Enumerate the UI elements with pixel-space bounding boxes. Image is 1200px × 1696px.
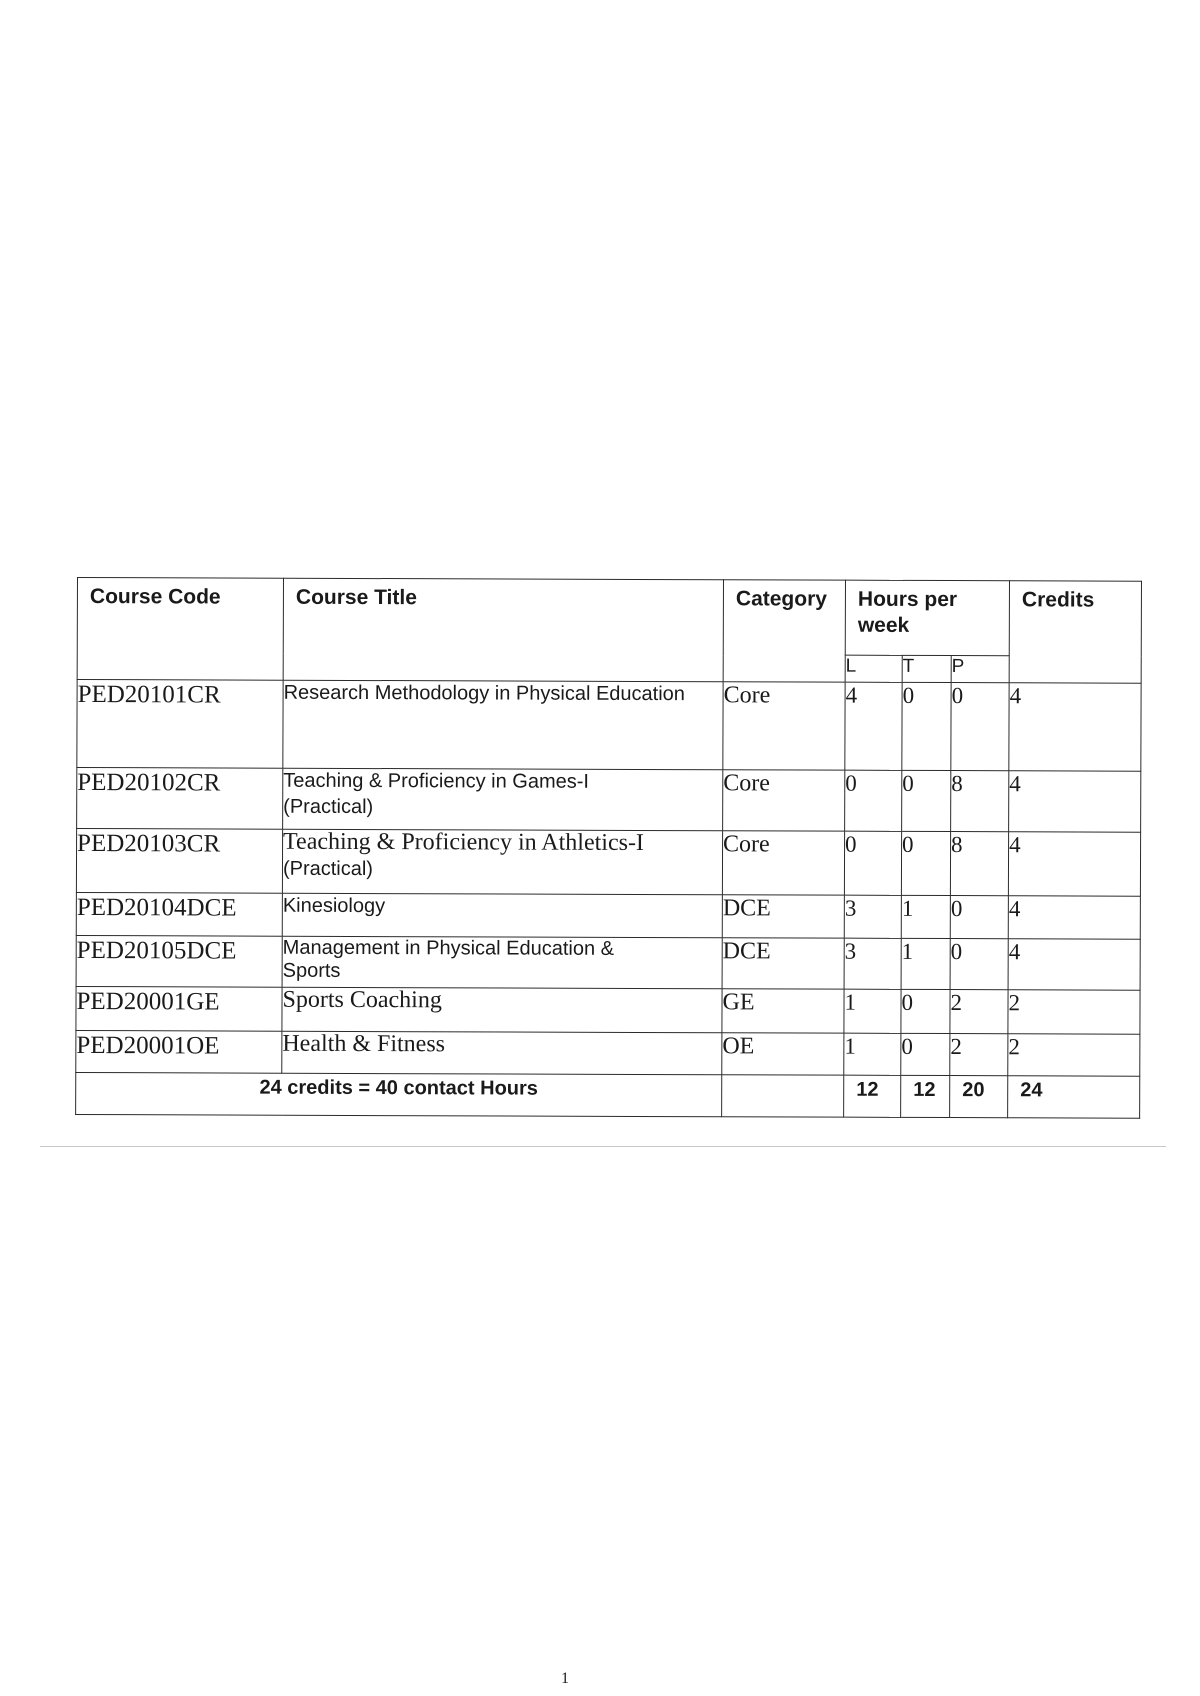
course-table [75,577,1142,1119]
hours-t: 0 [902,682,951,770]
course-code: PED20103CR [76,829,282,894]
course-category: DCE [722,895,844,938]
course-title: Management in Physical Education & Sports [282,936,722,989]
header-category: Category [723,580,845,682]
hours-p: 2 [950,1034,1008,1076]
hours-p: 0 [950,896,1008,939]
hours-t: 0 [901,1033,950,1075]
hours-t: 0 [901,831,950,895]
total-t: 12 [901,1075,950,1117]
course-title: Kinesiology [282,893,722,938]
header-course-title: Course Title [283,578,723,682]
course-credits: 4 [1008,939,1140,990]
course-code: PED20104DCE [76,892,282,936]
header-credits: Credits [1009,581,1141,683]
total-label: 24 credits = 40 contact Hours [76,1072,722,1116]
course-title: Teaching & Proficiency in Athletics-I (Practical) [282,829,722,895]
hours-l: 0 [844,831,901,895]
total-credits: 24 [1008,1076,1140,1118]
course-title: Research Methodology in Physical Education [283,680,723,770]
page-number: 1 [561,1670,569,1687]
table-row [77,768,1141,833]
course-category: Core [723,770,845,831]
total-l: 12 [844,1075,901,1117]
header-t: T [902,655,951,682]
table-row [76,935,1140,990]
course-credits: 2 [1008,990,1140,1034]
hours-p: 8 [951,771,1009,832]
total-row [76,1072,1140,1118]
course-category: GE [722,989,844,1033]
table-row [76,1030,1140,1076]
course-code: PED20105DCE [76,935,282,987]
header-hours-per-week: Hours per week [845,580,1009,656]
course-credits: 2 [1008,1034,1140,1076]
hours-t: 0 [902,770,951,831]
hours-l: 1 [844,989,901,1033]
hours-p: 0 [950,939,1008,990]
hours-t: 1 [901,895,950,938]
hours-p: 0 [951,683,1009,771]
course-category: OE [722,1033,844,1075]
hours-l: 3 [844,895,901,938]
table-row [76,986,1140,1034]
hours-l: 4 [845,682,902,770]
hours-t: 0 [901,989,950,1033]
course-title: Sports Coaching [282,987,722,1033]
course-credits: 4 [1008,896,1140,939]
course-code: PED20001OE [76,1030,282,1073]
course-category: DCE [722,938,844,989]
hours-t: 1 [901,938,950,989]
course-code: PED20102CR [77,768,283,830]
hours-l: 3 [844,938,901,989]
header-p: P [951,656,1009,683]
hours-p: 2 [950,990,1008,1034]
course-title: Teaching & Proficiency in Games-I (Practical) [283,768,723,831]
total-p: 20 [950,1076,1008,1118]
horizontal-rule [40,1146,1166,1147]
total-category-empty [722,1075,844,1117]
header-l: L [845,655,902,682]
course-credits: 4 [1009,683,1141,771]
hours-l: 0 [845,770,902,831]
course-category: Core [722,831,844,895]
table-row [76,829,1140,897]
course-credits: 4 [1009,771,1141,832]
header-course-code: Course Code [77,578,283,681]
table-row [76,892,1140,939]
course-title: Health & Fitness [282,1031,722,1075]
table-row [77,680,1141,772]
course-code: PED20001GE [76,986,282,1031]
scanned-table-image [75,577,1141,1123]
course-credits: 4 [1008,832,1140,896]
course-category: Core [723,682,845,770]
course-code: PED20101CR [77,680,283,769]
hours-l: 1 [844,1033,901,1075]
hours-p: 8 [950,832,1008,896]
